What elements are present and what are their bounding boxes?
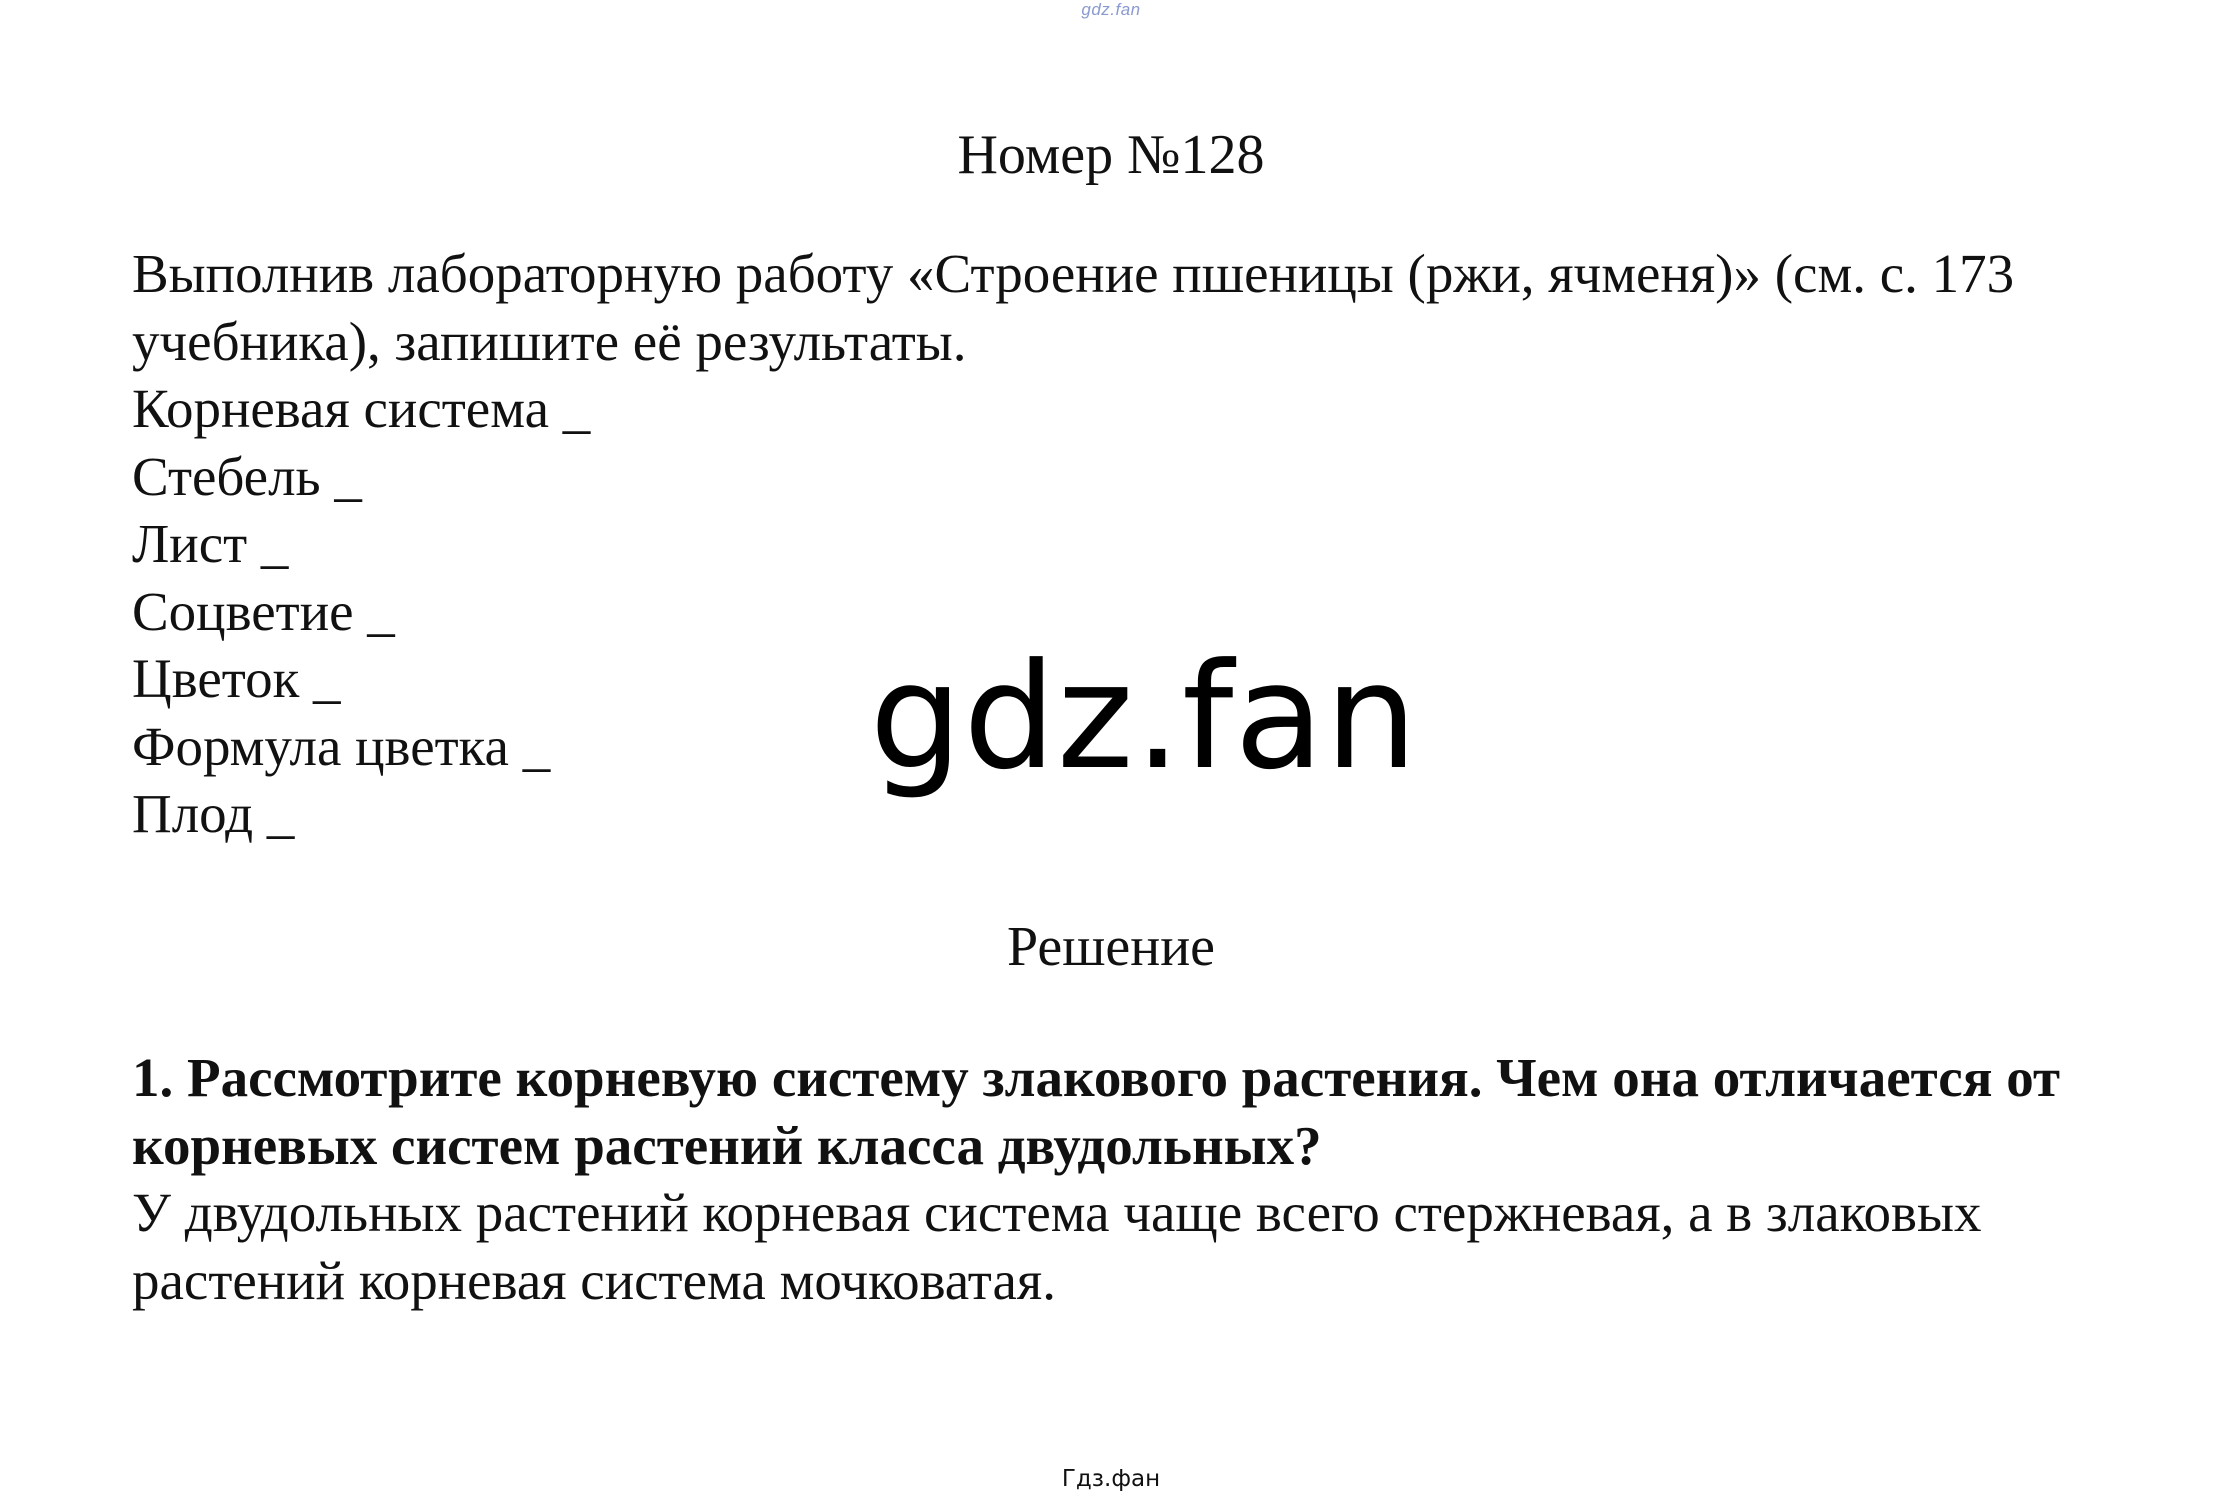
solution-heading: Решение: [1006, 916, 1216, 978]
solution-question: 1. Рассмотрите корневую систему злакового растения. Чем она отличается от корневых систем растений класса двудольных?: [132, 1047, 2061, 1176]
field-root-system: Корневая система _: [132, 378, 591, 439]
footer-mark: Гдз.фан: [1061, 1466, 1161, 1492]
watermark: gdz.fan: [869, 632, 1419, 802]
field-fruit: Плод _: [132, 783, 295, 844]
page-title: Номер №128: [957, 124, 1265, 186]
field-inflorescence: Соцветие _: [132, 580, 395, 642]
solution-answer: У двудольных растений корневая система чаще всего стержневая, а в злаковых растений корневая система мочковатая.: [132, 1182, 1982, 1311]
solution-block: [132, 1044, 2092, 1314]
field-leaf: Лист _: [132, 513, 289, 574]
task-text: Выполнив лабораторную работу «Строение пшеницы (ржи, ячменя)» (см. с. 173 учебника), запишите её результаты.: [132, 243, 2015, 372]
field-stem: Стебель _: [132, 445, 362, 507]
site-mark: gdz.fan: [1081, 0, 1141, 19]
field-flower-formula: Формула цветка _: [132, 715, 551, 777]
field-flower: Цветок _: [132, 648, 341, 709]
